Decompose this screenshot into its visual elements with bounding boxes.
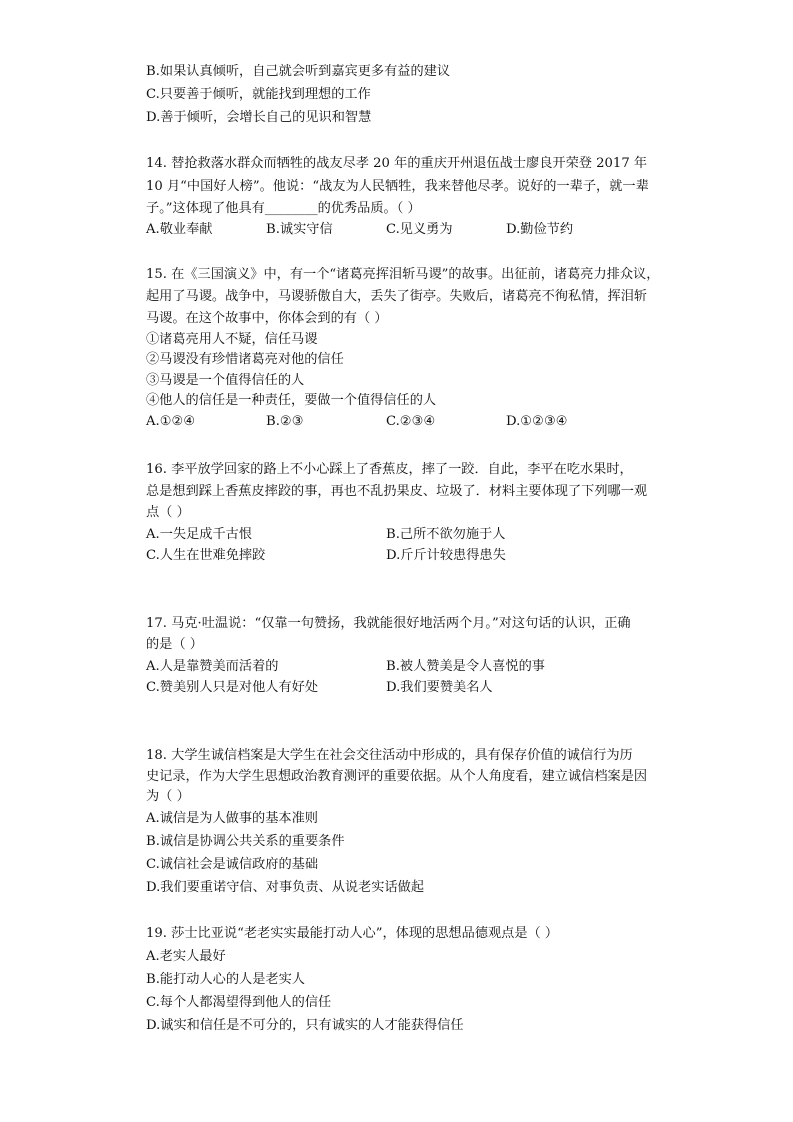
- q19-option-b: B.能打动人心的人是老实人: [146, 972, 305, 987]
- q19-option-a: A.老实人最好: [146, 949, 226, 964]
- q15-text-line-1: 15. 在《三国演义》中，有一个“诸葛亮挥泪斩马谡”的故事。出征前，诸葛亮力排众议，: [146, 267, 660, 282]
- q14-option-a: A.敬业奉献: [146, 222, 213, 237]
- q15-option-d: D.①②③④: [506, 414, 568, 429]
- q15-item-4: ④他人的信任是一种责任，要做一个值得信任的人: [146, 393, 437, 408]
- q17-option-c: C.赞美别人只是对他人有好处: [146, 680, 319, 695]
- q16-text-line-2: 总是想到踩上香蕉皮摔跤的事，再也不乱扔果皮、垃圾了．材料主要体现了下列哪一观: [146, 484, 648, 499]
- q14-option-d: D.勤俭节约: [506, 222, 574, 237]
- q18-text-line-3: 为（ ）: [146, 789, 190, 804]
- q17-option-d: D.我们要赞美名人: [386, 680, 493, 695]
- q16-option-d: D.斤斤计较患得患失: [386, 548, 506, 563]
- q13-option-d: D.善于倾听，会增长自己的见识和智慧: [146, 110, 372, 125]
- q15-text-line-2: 起用了马谡。战争中，马谡骄傲自大，丢失了街亭。失败后，诸葛亮不徇私情，挥泪斩: [146, 289, 648, 304]
- q15-options: [146, 410, 626, 433]
- q15-item-3: ③马谡是一个值得信任的人: [146, 373, 305, 388]
- q14-text-line-2: 10 月“中国好人榜”。他说：“战友为人民牺牲，我来替他尽孝。说好的一辈子，就一辈: [146, 179, 649, 194]
- q17-options-row-1: [146, 655, 626, 678]
- q18-option-c: C.诚信社会是诚信政府的基础: [146, 857, 319, 872]
- q13-option-b: B.如果认真倾听，自己就会听到嘉宾更多有益的建议: [146, 64, 451, 79]
- q14-text-line-3: 子。”这体现了他具有________的优秀品质。（ ）: [146, 201, 421, 216]
- q15-option-c: C.②③④: [386, 414, 436, 429]
- q16-options-row-2: [146, 544, 626, 567]
- q15-text-line-3: 马谡。在这个故事中，你体会到的有（ ）: [146, 311, 388, 326]
- q17-options-row-2: [146, 676, 626, 699]
- q16-text-line-1: 16. 李平放学回家的路上不小心踩上了香蕉皮，摔了一跤．自此，李平在吃水果时，: [146, 462, 633, 477]
- q18-text-line-2: 史记录，作为大学生思想政治教育测评的重要依据。从个人角度看，建立诚信档案是因: [146, 769, 648, 784]
- q16-options-row-1: [146, 523, 626, 546]
- q19-text-line-1: 19. 莎士比亚说“老老实实最能打动人心”，体现的思想品德观点是（ ）: [146, 926, 559, 941]
- q19-option-d: D.诚实和信任是不可分的，只有诚实的人才能获得信任: [146, 1018, 464, 1033]
- q16-option-b: B.己所不欲勿施于人: [386, 527, 506, 542]
- q15-item-1: ①诸葛亮用人不疑，信任马谡: [146, 332, 318, 347]
- q14-option-c: C.见义勇为: [386, 222, 453, 237]
- q14-options: [146, 218, 626, 241]
- q15-option-b: B.②③: [266, 414, 304, 429]
- q17-option-a: A.人是靠赞美而活着的: [146, 659, 279, 674]
- q16-option-c: C.人生在世难免摔跤: [146, 548, 266, 563]
- q17-option-b: B.被人赞美是令人喜悦的事: [386, 659, 545, 674]
- q17-text-line-2: 的是（ ）: [146, 637, 203, 652]
- q14-text-line-1: 14. 替抢救落水群众而牺牲的战友尽孝 20 年的重庆开州退伍战士廖良开荣登 2017 年: [146, 156, 648, 171]
- q17-text-line-1: 17. 马克·吐温说：“仅靠一句赞扬，我就能很好地活两个月。”对这句话的认识，正确: [146, 616, 631, 631]
- q15-item-2: ②马谡没有珍惜诸葛亮对他的信任: [146, 352, 344, 367]
- q16-text-line-3: 点（ ）: [146, 505, 190, 520]
- q13-option-c: C.只要善于倾听，就能找到理想的工作: [146, 87, 371, 102]
- q15-option-a: A.①②④: [146, 414, 196, 429]
- q18-text-line-1: 18. 大学生诚信档案是大学生在社会交往活动中形成的，具有保存价值的诚信行为历: [146, 748, 633, 763]
- q14-option-b: B.诚实守信: [266, 222, 333, 237]
- q16-option-a: A.一失足成千古恨: [146, 527, 253, 542]
- q18-option-b: B.诚信是协调公共关系的重要条件: [146, 834, 345, 849]
- q18-option-d: D.我们要重诺守信、对事负责、从说老实话做起: [146, 880, 425, 895]
- q18-option-a: A.诚信是为人做事的基本准则: [146, 811, 318, 826]
- q19-option-c: C.每个人都渴望得到他人的信任: [146, 995, 332, 1010]
